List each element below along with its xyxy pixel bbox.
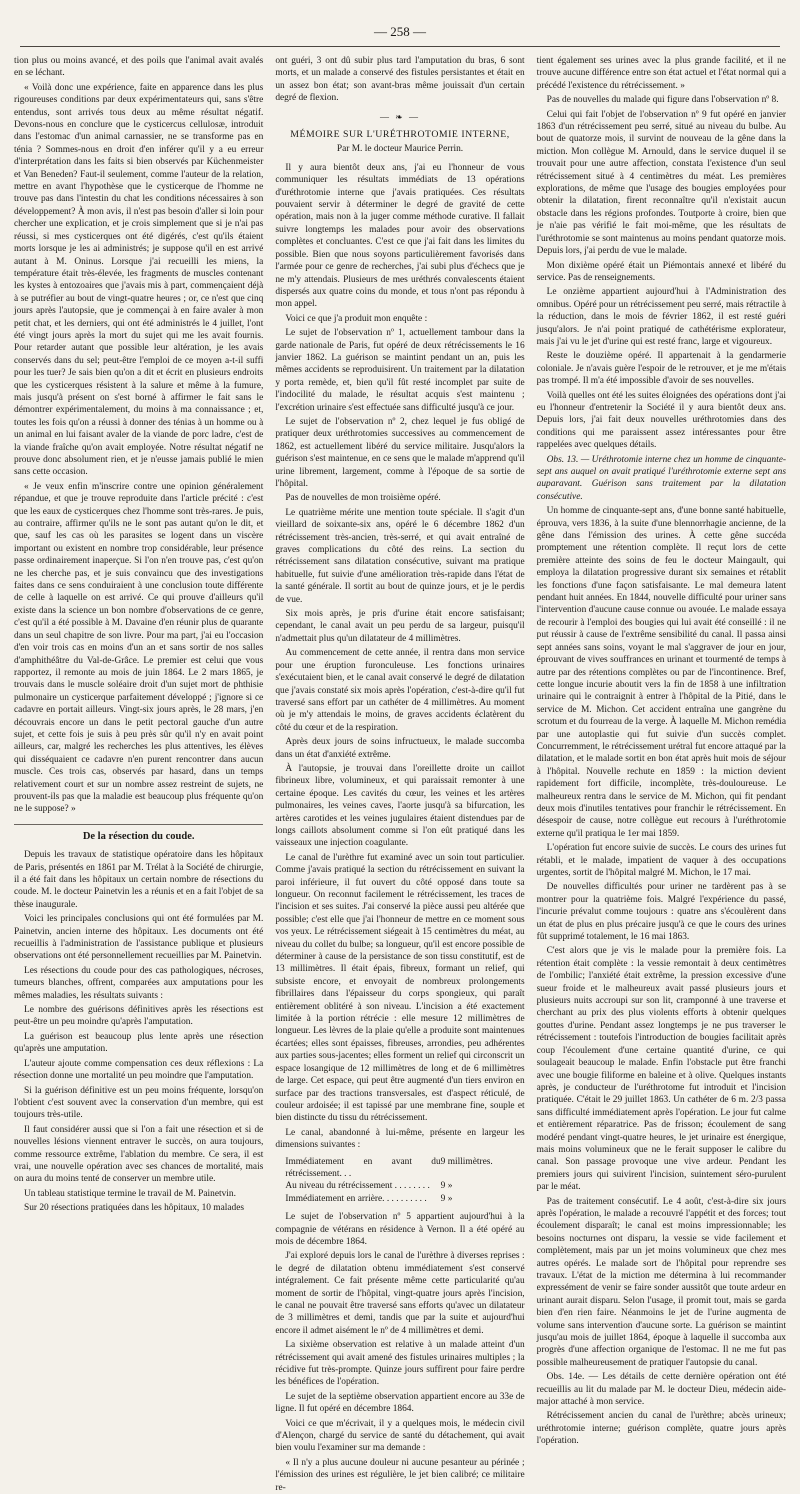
paragraph: ont guéri, 3 ont dû subir plus tard l'amputation du bras, 6 sont morts, et un malade a conservé des fistules persistantes et était en un assez bon état; son avant-bras même jouissait d'un certain degré de flexion. [275, 56, 525, 104]
paragraph: Voici ce que m'écrivait, il y a quelques mois, le médecin civil d'Alençon, chargé du service de santé du détachement, qui avait bien voulu l'examiner sur ma demande : [275, 1418, 525, 1454]
paragraph: Celui qui fait l'objet de l'observation nº 9 fut opéré en janvier 1863 d'un rétrécissement peu serré, situé au niveau du bulbe. Au bout de quatorze mois, il survint de nouveau de la gêne dans la miction. Mon collègue M. Arnould, dans le service duquel il se trouvait pour une autre affection, constata l'existence d'un seul rétrécissement situé à 4 centimètres du méat. Les premières explorations, de même que l'usage des bougies employées pour obtenir la dilatation, firent reconnaître qu'il n'existait aucun obstacle dans les régions profondes. Toutporte à croire, bien que je n'aie pas vérifié le fait moi-même, que les résultats de l'uréthrotomie se sont maintenus au moins pendant quatorze mois. Depuis lors, j'ai perdu de vue le malade. [536, 109, 786, 257]
observation-heading: Obs. 13. — Uréthrotomie interne chez un homme de cinquante-sept ans auquel on avait pratiqué l'uréthrotomie externe sept ans auparavant. Guérison sans traitement par la dilatation consécutive. [536, 454, 786, 502]
right-column [536, 55, 786, 1447]
section-title: De la résection du coude. [14, 824, 263, 843]
paragraph: Reste le douzième opéré. Il appartenait à la gendarmerie coloniale. Je n'avais guère l'espoir de le retrouver, et je me m'étais pas trompé. Il m'a été impossible d'avoir de ses nouvelles. [536, 351, 786, 387]
paragraph: Le onzième appartient aujourd'hui à l'Administration des omnibus. Opéré pour un rétrécissement peu serré, mais rétractile à la réduction, dans le mois de février 1862, il est resté guéri jusqu'alors. Je n'ai point pratiqué de cathétérisme explorateur, mais j'ai vu le jet d'urine qui est resté franc, large et vigoureux. [536, 287, 786, 347]
paragraph: Voici ce que j'a produit mon enquête : [285, 313, 428, 324]
paragraph: « Je veux enfin m'inscrire contre une opinion généralement répandue, et que je trouve reproduite dans l'article précité : c'est que les eaux de cysticerques chez l'homme sont très-rares. Je puis, au contraire, affirmer qu'ils ne le sont pas autant qu'on le dit, et que, sauf les cas où les parasites se logent dans un viscère important ou existent en nombre trop considérable, leur présence passe ordinairement inaperçue. Si l'on n'en trouve pas, c'est qu'on ne les cherche pas, et je suis convaincu que des investigations faites dans ce sens conduiraient à une conclusion toute différente de celle à laquelle on est arrivé. Ce qui prouve d'ailleurs qu'il existe dans la science un bon nombre d'observations de ce genre, c'est qu'il a été possible à M. Davaine d'en réunir plus de quarante dans un seul chapitre de son livre. Pour ma part, j'ai eu l'occasion d'en voir trois cas en moins d'un an et sans sortir de nos salles d'amphithéâtre du Val-de-Grâce. Le premier est celui que vous rapportez, il remonte au mois de juin 1864. Le 2 mars 1865, je trouvais dans le muscle soléaire droit d'un sujet mort de phthisie pulmonaire un cysticerque parfaitement développé ; j'ignore si ce cadavre en portait ailleurs. Vingt-six jours après, le 28 mars, j'en découvrais encore un dans le petit pectoral gauche d'un autre sujet, et cette fois je suis à peu près sûr qu'il n'y en avait point ailleurs, car, malgré les recherches les plus attentives, les élèves qui disséquaient ce cadavre n'en purent rencontrer dans aucun muscle. Ces trois cas, observés par hasard, dans un temps relativement court et sur un nombre assez restreint de sujets, ne prouvent-ils pas que la maladie est beaucoup plus fréquente qu'on ne le suppose? » [14, 481, 264, 815]
measurement-row [285, 1156, 524, 1181]
paragraph: J'ai exploré depuis lors le canal de l'urèthre à diverses reprises : le degré de dilatation obtenu immédiatement s'est conservé intégralement. Ce fait présente même cette particularité qu'au moment de sortir de l'hôpital, vingt-quatre jours après l'incision, le canal ne pouvait être traversé sans efforts qu'avec un dilatateur de 3 millimètres et demi, tandis que par la suite et aujourd'hui encore il admet aisément le nº de 4 millimètres et demi. [275, 1251, 525, 1336]
paragraph: Le nombre des guérisons définitives après les résections est peut-être un peu moindre qu'après l'amputation. [14, 1005, 264, 1028]
paragraph: Si la guérison définitive est un peu moins fréquente, lorsqu'on l'obtient c'est souvent avec la conservation d'un membre, qui est toujours très-utile. [14, 1085, 264, 1121]
paragraph: Pas de nouvelles du malade qui figure dans l'observation nº 8. [546, 95, 779, 106]
paragraph: Il y aura bientôt deux ans, j'ai eu l'honneur de vous communiquer les résultats immédiats de 13 opérations d'uréthrotomie interne que j'avais pratiquées. Ces résultats pouvaient servir à déterminer le degré de gravité de cette opération, mais non à la juger comme méthode curative. Il fallait suivre longtemps les malades pour avoir des observations complètes et concluantes. C'est ce que j'ai fait dans les limites du possible. Bien que nous soyons particulièrement favorisés dans l'armée pour ce genre de recherches, j'ai subi plus d'échecs que je ne m'y attendais. Plusieurs de mes uréthrés convalescents étaient dispersés aux quatre coins du monde, et tous n'ont pas répondu à mon appel. [275, 162, 525, 310]
paragraph: tion plus ou moins avancé, et des poils que l'animal avait avalés en se léchant. [14, 56, 264, 79]
paragraph: Le sujet de l'observation nº 1, actuellement tambour dans la garde nationale de Paris, fut opéré de deux rétrécissements le 16 janvier 1862. La guérison se maintint pendant un an, puis les mêmes accidents se reproduisirent. Un traitement par la dilatation y porta remède, et, bien qu'il fût resté incomplet par suite de l'indocilité du malade, le résultat acquis s'est maintenu ; l'excrétion urinaire s'est effectuée sans difficulté jusqu'à ce jour. [275, 328, 525, 413]
paragraph: Six mois après, je pris d'urine était encore satisfaisant; cependant, le canal avait un peu perdu de sa largeur, puisqu'il n'admettait plus qu'un dilatateur de 4 millimètres. [275, 609, 525, 644]
paragraph: Le canal de l'urèthre fut examiné avec un soin tout particulier. Comme j'avais pratiqué la section du rétrécissement en suivant la paroi inférieure, il fut ouvert du côté opposé dans toute sa longueur. On reconnut facilement le rétrécissement, les traces de l'incision et ses suites. J'ai conservé la pièce aussi peu altérée que possible; c'est elle que j'ai l'honneur de mettre en ce moment sous vos yeux. Le rétrécissement siégeait à 15 centimètres du méat, au niveau du collet du bulbe; sa longueur, qu'il est encore possible de déterminer à cause de la persistance de son tissu constitutif, est de 13 millimètres. Il était épais, fibreux, formant un relief, qui subsiste encore, et envoyait de nombreux prolongements fibrillaires dans l'épaisseur du corps spongieux, qui paraît entièrement oblitéré à son niveau. L'incision a été exactement limitée à la portion rétrécie : elle mesure 12 millimètres de longueur. Les lèvres de la plaie qu'elle a produite sont maintenues écartées; elles sont épaisses, fibreuses, arrondies, peu adhérentes aux parties sous-jacentes; elles forment un relief qui circonscrit un espace losangique de 12 millimètres de long et de 6 millimètres de large. Cet espace, qui peut être augmenté d'un tiers environ en surface par des tractions transversales, est d'aspect réticulé, de couleur ardoisée; il est tapissé par une membrane fine, souple et bien distincte du tissu du rétrécissement. [275, 852, 525, 1124]
paragraph: Un tableau statistique termine le travail de M. Painetvin. [24, 1188, 236, 1199]
measurement-label: Au niveau du rétrécissement . . . . . . . . [285, 1181, 430, 1192]
article-author: Par M. le docteur Maurice Perrin. [336, 144, 464, 155]
paragraph: Le quatrième mérite une mention toute spéciale. Il s'agit d'un vieillard de soixante-six ans, opéré le 6 décembre 1862 d'un rétrécissement très-ancien, très-serré, et qui avait entraîné de graves complications du côté des reins. La section du rétrécissement sans dilatation consécutive, suivant ma pratique habituelle, fut suivie d'une amélioration très-rapide dans l'état de la santé générale. Il sortit au bout de quinze jours, et je le perdis de vue. [275, 507, 525, 605]
paragraph: Pas de traitement consécutif. Le 4 août, c'est-à-dire six jours après l'opération, le malade a recouvré l'appétit et des forces; tout écoulement disparaît; le canal est moins impressionnable; les besoins nocturnes ont disparu, la vessie se vide facilement et complètement, mais par un jet moins volumineux que chez mes autres opérés. Le malade sort de l'hôpital pour reprendre ses travaux. L'état de la miction me détermina à lui recommander expressément de venir se faire sonder aussitôt que toute ardeur en urinant aurait disparu. Selon l'usage, il promit tout, mais se garda bien d'en rien faire. Néanmoins le jet de l'urine augmenta de volume sans intervention d'aucune sorte. La guérison se maintint jusqu'au mois de juillet 1864, époque à laquelle il succomba aux progrès d'une affection organique de l'estomac. Il ne me fut pas possible malheureusement de pratiquer l'autopsie du canal. [536, 1196, 786, 1368]
paragraph: La sixième observation est relative à un malade atteint d'un rétrécissement qui avait amené des fistules urinaires multiples ; la récidive fut très-prompte. Quinze jours suffirent pour faire perdre les bénéfices de l'opération. [275, 1340, 525, 1388]
paragraph: De nouvelles difficultés pour uriner ne tardèrent pas à se montrer pour la quatrième fois. Malgré l'expérience du passé, l'incurie prévalut comme toujours : quatre ans s'écoulèrent dans un état de plus en plus précaire jusqu'à ce que le cours des urines fût supprimé totalement, le 16 mai 1863. [536, 882, 786, 943]
measurement-label: Immédiatement en arrière. . . . . . . . . . [285, 1193, 427, 1204]
paragraph: Mon dixième opéré était un Piémontais annexé et libéré du service. Pas de renseignements. [536, 260, 786, 283]
paragraph: Depuis les travaux de statistique opératoire dans les hôpitaux de Paris, présentés en 1861 par M. Trélat à la Société de chirurgie, il a été fait dans les hôpitaux un certain nombre de résections du coude. M. le docteur Painetvin les a réunis et en a fait l'objet de sa thèse inaugurale. [14, 850, 264, 910]
paragraph: Voici les principales conclusions qui ont été formulées par M. Painetvin, ancien interne des hôpitaux. Les documents ont été recueillis à l'administration de l'assistance publique et plusieurs observations ont été personnellement recueillies par M. Painetvin. [14, 914, 264, 962]
paragraph: Le sujet de la septième observation appartient encore au 33e de ligne. Il fut opéré en décembre 1864. [275, 1391, 525, 1415]
paragraph: Un homme de cinquante-sept ans, d'une bonne santé habituelle, éprouva, vers 1836, à la suite d'une blennorrhagie ancienne, de la gêne dans l'émission des urines. À cette gêne succéda promptement une rétention complète. Il reçut lors de cette première atteinte des soins de feu le docteur Maingault, qui employa la dilatation progressive durant six semaines et rétablit les fonctions d'une façon satisfaisante. Le mal demeura latent pendant huit années. En 1844, nouvelle difficulté pour uriner sans l'intervention d'aucune cause connue ou avouée. Le malade essaya de recourir à l'emploi des bougies qui lui avait été conseillé : il ne put réussir à cause de l'extrême sensibilité du canal. Il passa ainsi sept années sans soins, voyant le mal s'aggraver de jour en jour, éprouvant de vives souffrances en urinant et tourmenté de temps à autre par des rétentions complètes ou par de l'incontinence. Bref, cette longue incurie aboutit vers la fin de 1858 à une infiltration urinaire qui le contraignit à entrer à l'hôpital de la Pitié, dans le service de M. Michon. Cet accident entraîna une gangrène du scrotum et du fourreau de la verge. À laquelle M. Michon remédia par une autoplastie qui fut suivie d'un succès complet. Concurremment, le rétrécissement urétral fut encore attaqué par la dilatation, et le malade sortit en bon état après huit mois de séjour à l'hôpital. Nouvelle rechute en 1859 : la miction devient rapidement fort difficile, incomplète, très-douloureuse. Le malheureux rentra dans le service de M. Michon, qui fit pendant deux mois d'inutiles tentatives pour franchir le rétrécissement. En désespoir de cause, notre collègue eut recours à l'uréthrotomie externe qu'il pratiqua le 1er mai 1859. [536, 506, 786, 839]
paragraph: Sur 20 résections pratiquées dans les hôpitaux, 10 malades [24, 1203, 245, 1214]
left-column [14, 55, 264, 1214]
paragraph: La guérison est beaucoup plus lente après une résection qu'après une amputation. [14, 1031, 264, 1055]
article-title: MÉMOIRE SUR L'URÉTHROTOMIE INTERNE, [290, 129, 510, 141]
paragraph: L'auteur ajoute comme compensation ces deux réflexions : La résection donne une mortalité un peu moindre que l'amputation. [14, 1058, 264, 1082]
paragraph: « Voilà donc une expérience, faite en apparence dans les plus rigoureuses conditions par deux expérimentateurs qui, sans s'être entendus, sont arrivés tous deux au même résultat négatif. Devons-nous en conclure que le cysticercus cellulosæ, introduit dans l'estomac d'un animal carnassier, ne se transforme pas en ténia ? Sommes-nous en droit d'en inférer qu'il y a eu erreur d'interprétation dans les faits si bien observés par Küchenmeister et Van Beneden? Faut-il seulement, comme l'auteur de la relation, mettre en avant l'hypothèse que le cysticerque de l'homme ne trouve pas dans l'intestin du chat les conditions nécessaires à son développement? À mon avis, il n'est pas besoin d'aller si loin pour chercher une explication, et je crois simplement que si je n'ai pas réussi, si mes cysticerques ont été digérés, c'est qu'ils étaient morts lorsque je les ai administrés; je suppose qu'il en est arrivé autant à M. Oninus. Lorsque j'ai recueilli les miens, la température était très-élevée, les fragments de muscles contenant les kystes à entozoaires que j'avais mis à part, commençaient déjà à se putréfier au bout de vingt-quatre heures ; or, ce n'est que cinq jours après l'autopsie, que je commençai à en faire avaler à mon petit chat, et les derniers, qui ont été administrés le 4 juillet, l'ont été vingt jours après la mort du sujet qui me les avait fournis. Pour retarder autant que possible leur altération, je les avais conservés dans du sel; peut-être l'emploi de ce moyen a-t-il suffi pour les tuer? Je sais bien qu'on a dit et écrit en plusieurs endroits que les cysticerques résistent à la salure et même à la fumure, mais jusqu'à présent on s'est borné à affirmer le fait sans le démontrer expérimentalement, du moins à ma connaissance ; et, toutes les fois qu'on a réussi à donner des ténias à un homme ou à un animal en lui faisant avaler de la viande de porc ladre, c'est de la viande fraîche qu'on avait employée. Notre résultat négatif ne prouve donc absolument rien, et je n'eusse jamais publié le mien sans cette occasion. [14, 82, 264, 478]
paragraph: C'est alors que je vis le malade pour la première fois. La rétention était complète : la vessie remontait à deux centimètres de l'ombilic; l'anxiété était extrême, la pression excessive d'une sueur froide et le malheureux avait passé plusieurs jours et plusieurs nuits accroupi sur son lit, cramponné à une traverse et cherchant au prix des plus violents efforts à obtenir quelques gouttes d'urine. Pendant assez longtemps je ne pus traverser le rétrécissement : toutefois l'introduction de bougies facilitait après coup l'écoulement d'une certaine quantité d'urine, ce qui soulageait beaucoup le malade. Enfin l'obstacle put être franchi avec une bougie filiforme en baleine et à olive. Quelques instants après, je conducteur de l'uréthrotome fut introduit et l'incision pratiquée. C'était le 29 juillet 1863. Un cathéter de 6 m. 2/3 passa sans difficulté immédiatement après l'opération. Le jour fut calme et entièrement réparatrice. Pas de frisson; écoulement de sang modéré pendant vingt-quatre heures, le jet urinaire est énergique, mais moins volumineux que ne le ferait supposer le calibre du canal. Son passage provoque une vive ardeur. Pendant les premiers jours qui suivirent l'incision, suintement séro-purulent par le méat. [536, 946, 786, 1193]
middle-column [275, 55, 525, 1493]
text-columns [14, 55, 786, 1493]
paragraph: Le canal, abandonné à lui-même, présente en largeur les dimensions suivantes : [275, 1127, 525, 1151]
ornament-divider: — ❧ — [379, 111, 421, 122]
paragraph: Pas de nouvelles de mon troisième opéré. [285, 493, 441, 504]
paragraph: Rétrécissement ancien du canal de l'urèthre; abcès urineux; uréthrotomie interne; guérison complète, quatre jours après l'opération. [536, 1411, 786, 1447]
paragraph: Après deux jours de soins infructueux, le malade succomba dans un état d'anxiété extrême. [275, 737, 525, 760]
paragraph: Voilà quelles ont été les suites éloignées des opérations dont j'ai eu l'honneur d'entretenir la Société il y aura bientôt deux ans. Depuis lors, j'ai fait deux nouvelles uréthrotomies dans des conditions qui me paraissent assez intéressantes pour être rappelées avec quelques détails. [536, 390, 786, 451]
measurement-row [285, 1180, 524, 1192]
measurement-label: Immédiatement en avant du rétrécissement. . . [285, 1156, 441, 1179]
measurement-row [285, 1193, 524, 1205]
paragraph: Il faut considérer aussi que si l'on a fait une résection et si de nouvelles lésions viennent entraver le succès, on aura toujours, comme ressource extrême, l'ablation du membre. Ce sera, il est vrai, une nouvelle opération avec ses chances de mortalité, mais on aura du moins tenté de conserver un membre utile. [14, 1124, 264, 1185]
paragraph: Les résections du coude pour des cas pathologiques, nécroses, tumeurs blanches, offrent, comparées aux amputations pour les mêmes maladies, les résultats suivants : [14, 965, 264, 1001]
paragraph: Au commencement de cette année, il rentra dans mon service pour une éruption furonculeuse. Les fonctions urinaires s'exécutaient bien, et le canal avait conservé le degré de dilatation que j'avais constaté six mois après l'opération, c'est-à-dire qu'il fut traversé sans effort par un cathéter de 4 millimètres. Au moment où je m'y attendais le moins, de graves accidents éclatèrent du côté du cœur et de la respiration. [275, 648, 525, 733]
page-number: — 258 — [20, 18, 780, 47]
measurement-list [285, 1156, 524, 1206]
paragraph: L'opération fut encore suivie de succès. Le cours des urines fut rétabli, et le malade, impatient de vaquer à des occupations urgentes, sortit de l'hôpital malgré M. Michon, le 17 mai. [536, 843, 786, 878]
measurement-value: 9 » [440, 1193, 453, 1204]
measurement-value: 9 » [440, 1181, 453, 1192]
paragraph: Le sujet de l'observation nº 5 appartient aujourd'hui à la compagnie de vétérans en résidence à Vernon. Il a été opéré au mois de décembre 1864. [275, 1212, 525, 1247]
measurement-value: 9 millimètres. [440, 1156, 493, 1167]
paragraph: À l'autopsie, je trouvai dans l'oreillette droite un caillot fibrineux libre, volumineux, et qui paraissait remonter à une certaine époque. Les cavités du cœur, les veines et les artères pulmonaires, les veines caves, l'aorte jusqu'à sa bifurcation, les artères carotides et les veines jugulaires étaient distendues par de longs caillots absolument comme si l'on eût pratiqué dans les vaisseaux une injection coagulante. [275, 763, 525, 849]
paragraph: « Il n'y a plus aucune douleur ni aucune pesanteur au périnée ; l'émission des urines est régulière, le jet bien calibré; ce militaire re- [275, 1457, 525, 1493]
paragraph: tient également ses urines avec la plus grande facilité, et il ne trouve aucune différence entre son état actuel et l'état normal qui a précédé l'existence du rétrécissement. » [536, 56, 786, 91]
observation-heading: Obs. 14e. — Les détails de cette dernière opération ont été recueillis au lit du malade par M. le docteur Dieu, médecin aide-major attaché à mon service. [536, 1372, 786, 1408]
paragraph: Le sujet de l'observation nº 2, chez lequel je fus obligé de pratiquer deux uréthrotomies successives au commencement de 1862, est actuellement libéré du service militaire. Jusqu'alors la guérison s'est maintenue, en ce sens que le malade m'apprend qu'il urine librement, largement, comme à l'époque de sa sortie de l'hôpital. [275, 416, 525, 489]
